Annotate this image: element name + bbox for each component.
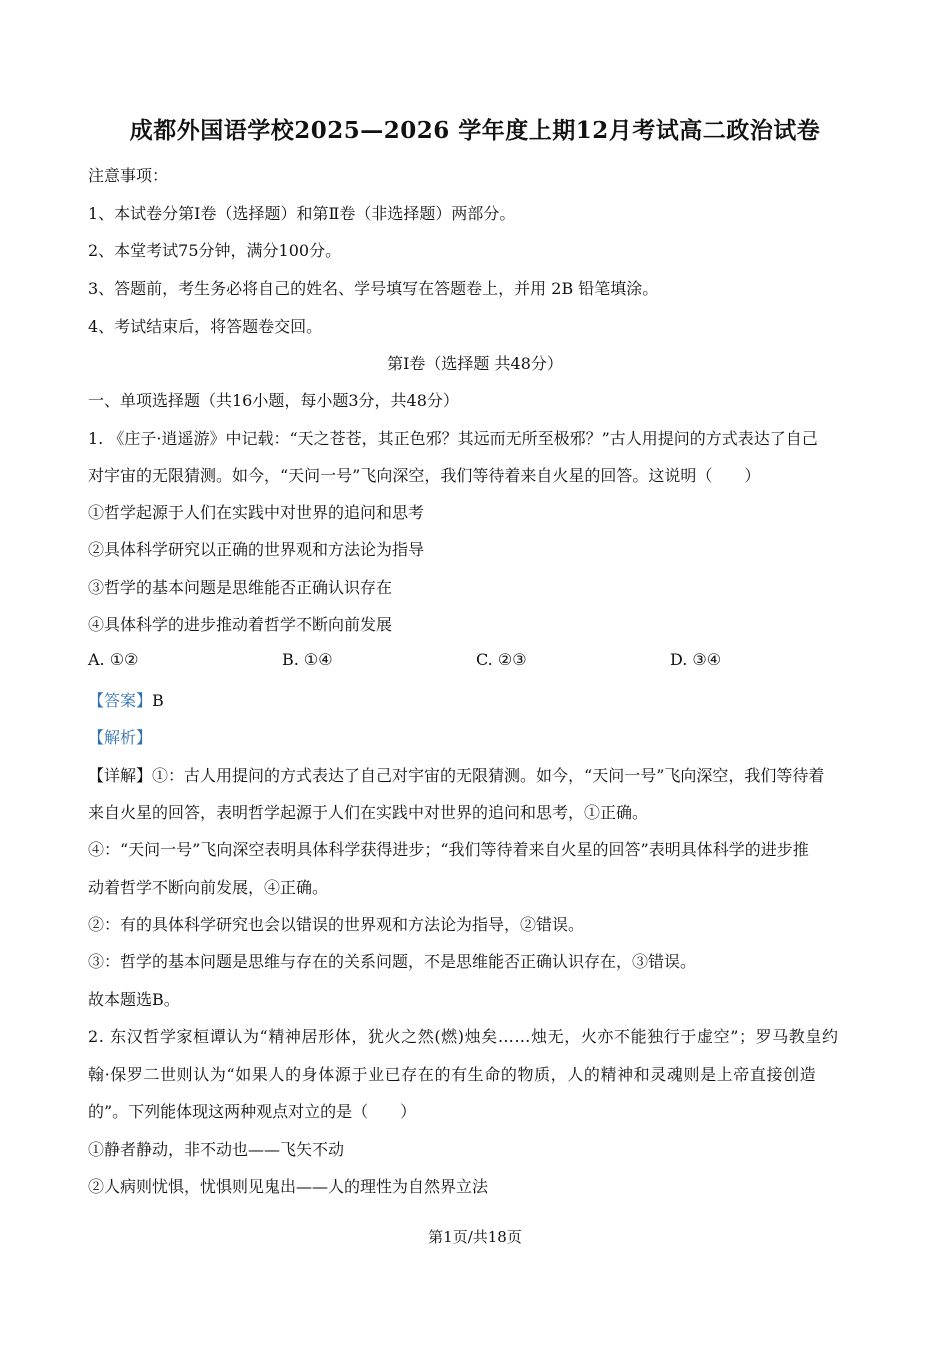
page-number: 第1页/共18页 — [428, 1228, 522, 1246]
q1-item-3: ③哲学的基本问题是思维能否正确认识存在 — [88, 578, 393, 597]
detail-tag: 【详解】 — [88, 766, 153, 785]
q1-detail-line-1 — [88, 763, 824, 786]
q1-detail-line-4: 动着哲学不断向前发展，④正确。 — [88, 878, 329, 897]
answer-value: B — [152, 691, 164, 710]
q2-stem-line-2: 翰·保罗二世则认为“如果人的身体源于业已存在的有生命的物质，人的精神和灵魂则是上帝直接创造 — [88, 1065, 817, 1084]
q1-option-d: D. ③④ — [670, 650, 722, 669]
section-title: 一、单项选择题（共16小题，每小题3分，共48分） — [88, 391, 459, 410]
q1-detail-line-3: ④：“天问一号”飞向深空表明具体科学获得进步；“我们等待着来自火星的回答”表明具体科学的进步推 — [88, 840, 809, 859]
exam-title: 成都外国语学校2025—2026 学年度上期12月考试高二政治试卷 — [129, 117, 821, 144]
note-item-1: 1、本试卷分第Ⅰ卷（选择题）和第Ⅱ卷（非选择题）两部分。 — [88, 204, 516, 223]
answer-tag: 【答案】 — [88, 691, 153, 710]
q1-stem-line-2: 对宇宙的无限猜测。如今，“天问一号”飞向深空，我们等待着来自火星的回答。这说明（ ） — [88, 466, 761, 485]
note-item-2: 2、本堂考试75分钟，满分100分。 — [88, 241, 342, 260]
q1-detail-line-2: 来自火星的回答，表明哲学起源于人们在实践中对世界的追问和思考，①正确。 — [88, 803, 649, 822]
q1-conclusion: 故本题选B。 — [88, 990, 180, 1009]
detail-text: ①：古人用提问的方式表达了自己对宇宙的无限猜测。如今，“天问一号”飞向深空，我们等待着 — [152, 766, 825, 785]
q2-item-1: ①静者静动，非不动也——飞矢不动 — [88, 1140, 345, 1159]
note-item-3: 3、答题前，考生务必将自己的姓名、学号填写在答题卷上，并用 2B 铅笔填涂。 — [88, 279, 659, 298]
analysis-tag: 【解析】 — [88, 728, 153, 747]
note-item-4: 4、考试结束后，将答题卷交回。 — [88, 317, 323, 336]
q1-item-1: ①哲学起源于人们在实践中对世界的追问和思考 — [88, 503, 425, 522]
q1-answer — [88, 688, 164, 711]
q2-stem-line-1: 2. 东汉哲学家桓谭认为“精神居形体，犹火之然(燃)烛矣……烛无，火亦不能独行于虚空”；罗马教皇约 — [88, 1027, 839, 1046]
q2-stem-line-3: 的”。下列能体现这两种观点对立的是（ ） — [88, 1102, 417, 1121]
part-title: 第Ⅰ卷（选择题 共48分） — [387, 354, 563, 373]
q1-item-4: ④具体科学的进步推动着哲学不断向前发展 — [88, 615, 393, 634]
q1-option-a: A. ①② — [88, 650, 139, 669]
q2-item-2: ②人病则忧惧，忧惧则见鬼出——人的理性为自然界立法 — [88, 1177, 489, 1196]
q1-option-b: B. ①④ — [282, 650, 333, 669]
q1-detail-line-6: ③：哲学的基本问题是思维与存在的关系问题，不是思维能否正确认识存在，③错误。 — [88, 952, 697, 971]
q1-item-2: ②具体科学研究以正确的世界观和方法论为指导 — [88, 540, 425, 559]
q1-stem-line-1: 1. 《庄子·逍遥游》中记载：“天之苍苍，其正色邪？其远而无所至极邪？”古人用提问的方式表达了自己 — [88, 429, 818, 448]
q1-option-c: C. ②③ — [476, 650, 527, 669]
q1-detail-line-5: ②：有的具体科学研究也会以错误的世界观和方法论为指导，②错误。 — [88, 915, 585, 934]
notes-heading: 注意事项： — [88, 166, 169, 185]
